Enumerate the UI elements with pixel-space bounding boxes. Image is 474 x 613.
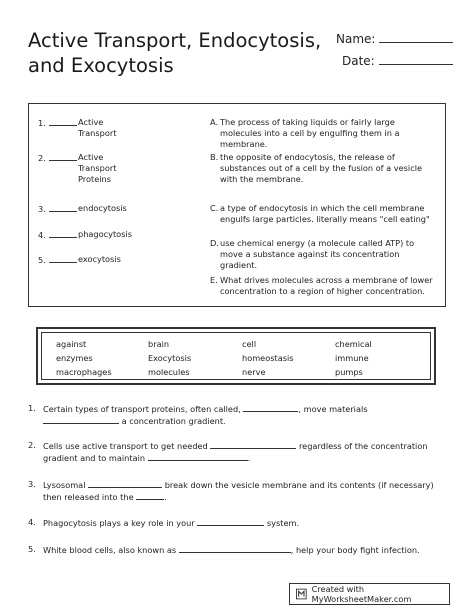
matching-term — [38, 117, 116, 139]
term-label: endocytosis — [78, 203, 127, 213]
name-label: Name: — [336, 32, 376, 46]
question-5 — [28, 544, 440, 556]
word-bank-word: macrophages — [56, 367, 112, 377]
name-blank[interactable] — [379, 31, 453, 43]
question-4 — [28, 517, 440, 529]
answer-blank[interactable] — [136, 491, 164, 500]
term-number: 2. — [38, 153, 46, 163]
word-bank-word: against — [56, 339, 87, 349]
answer-blank[interactable] — [179, 544, 291, 553]
term-number: 4. — [38, 230, 46, 240]
word-bank-word: enzymes — [56, 353, 93, 363]
answer-blank[interactable] — [197, 517, 264, 526]
footer-credit — [289, 583, 450, 605]
answer-blank[interactable] — [210, 440, 296, 449]
definition-text: The process of taking liquids or fairly large molecules into a cell by engulfing them in a membrane. — [220, 117, 400, 149]
myworksheetmaker-logo-icon — [296, 588, 307, 600]
term-label: Active Transport — [78, 117, 117, 138]
question-text: Certain types of transport proteins, often called, , move materials a concentration gradient. — [43, 404, 368, 426]
definition-letter: C. — [210, 203, 219, 213]
question-number: 2. — [28, 440, 36, 450]
word-bank-word: molecules — [148, 367, 190, 377]
title-line-2: and Exocytosis — [28, 54, 174, 77]
matching-term — [38, 203, 127, 215]
question-number: 4. — [28, 517, 36, 527]
question-1 — [28, 403, 440, 427]
matching-term — [38, 254, 121, 266]
matching-definition — [210, 117, 438, 150]
definition-text: the opposite of endocytosis, the release of substances out of a cell by the fusion of a vesicle with the membrane. — [220, 152, 423, 184]
question-number: 5. — [28, 544, 36, 554]
word-bank-word: chemical — [335, 339, 372, 349]
word-bank-word: pumps — [335, 367, 363, 377]
answer-blank[interactable] — [43, 415, 119, 424]
matching-section — [28, 103, 446, 307]
term-answer-blank[interactable] — [49, 152, 77, 161]
term-answer-blank[interactable] — [49, 229, 77, 238]
term-number: 1. — [38, 118, 46, 128]
answer-blank[interactable] — [148, 452, 248, 461]
question-3 — [28, 479, 440, 503]
question-number: 3. — [28, 479, 36, 489]
word-bank-word: homeostasis — [242, 353, 294, 363]
term-label: phagocytosis — [78, 229, 132, 239]
answer-blank[interactable] — [88, 479, 162, 488]
question-text: White blood cells, also known as , help your body fight infection. — [43, 545, 420, 555]
answer-blank[interactable] — [243, 403, 298, 412]
word-bank — [36, 327, 436, 385]
matching-term — [38, 229, 132, 241]
word-bank-word: brain — [148, 339, 170, 349]
question-text: Cells use active transport to get needed regardless of the concentration gradient and to maintain . — [43, 441, 428, 463]
date-blank[interactable] — [379, 53, 453, 65]
word-bank-word: immune — [335, 353, 369, 363]
question-2 — [28, 440, 440, 464]
question-text: Lysosomal break down the vesicle membrane and its contents (if necessary) then released into the . — [43, 480, 434, 502]
name-field — [336, 31, 453, 46]
matching-definition — [210, 152, 438, 185]
term-number: 5. — [38, 255, 46, 265]
matching-definition — [210, 238, 438, 271]
term-label: exocytosis — [78, 254, 121, 264]
worksheet-title — [28, 28, 328, 78]
matching-definition — [210, 203, 438, 225]
title-line-1: Active Transport, Endocytosis, — [28, 29, 322, 52]
word-bank-inner-border — [41, 332, 431, 380]
term-label: Active Transport Proteins — [78, 152, 117, 184]
definition-text: a type of endocytosis in which the cell membrane engulfs large particles. literally means "cell eating" — [220, 203, 430, 224]
date-field — [342, 53, 453, 68]
term-answer-blank[interactable] — [49, 254, 77, 263]
definition-text: use chemical energy (a molecule called ATP) to move a substance against its concentration gradient. — [220, 238, 415, 270]
matching-definition — [210, 275, 438, 297]
word-bank-word: cell — [242, 339, 257, 349]
question-number: 1. — [28, 403, 36, 413]
date-label: Date: — [342, 54, 375, 68]
term-answer-blank[interactable] — [49, 117, 77, 126]
question-text: Phagocytosis plays a key role in your system. — [43, 518, 300, 528]
term-answer-blank[interactable] — [49, 203, 77, 212]
term-number: 3. — [38, 204, 46, 214]
definition-letter: E. — [210, 275, 218, 285]
word-bank-word: nerve — [242, 367, 266, 377]
word-bank-word: Exocytosis — [148, 353, 192, 363]
definition-letter: B. — [210, 152, 219, 162]
definition-letter: D. — [210, 238, 219, 248]
matching-term — [38, 152, 116, 185]
footer-text: Created with MyWorksheetMaker.com — [311, 584, 412, 604]
definition-text: What drives molecules across a membrane of lower concentration to a region of higher concentration. — [220, 275, 433, 296]
definition-letter: A. — [210, 117, 219, 127]
